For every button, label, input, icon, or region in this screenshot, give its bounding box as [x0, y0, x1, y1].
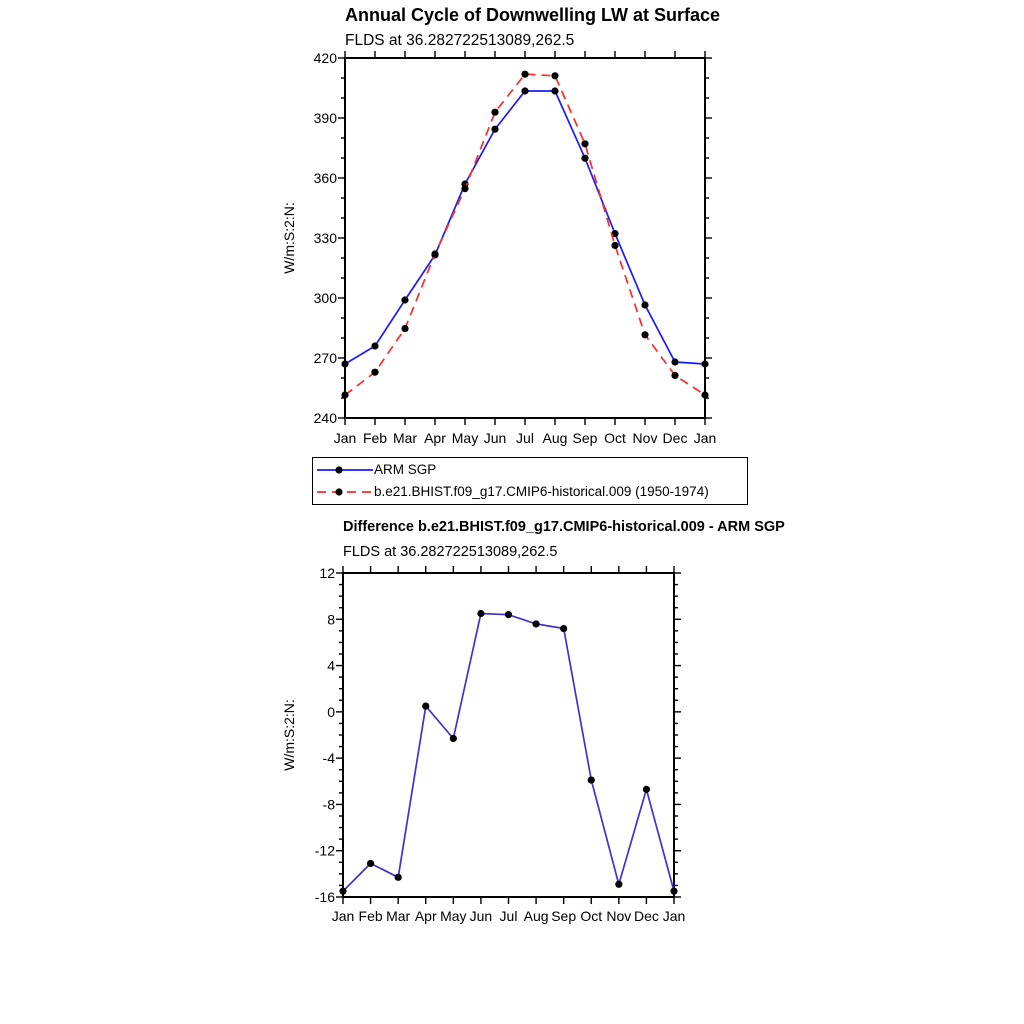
svg-text:Jan: Jan [693, 430, 717, 446]
axis-labels [314, 50, 717, 446]
top-chart-title: Annual Cycle of Downwelling LW at Surface [345, 5, 721, 25]
legend-box [312, 457, 748, 505]
svg-text:Jul: Jul [499, 908, 518, 924]
legend-label-arm-sgp: ARM SGP [374, 462, 437, 478]
svg-text:Aug: Aug [523, 908, 549, 924]
series-line [343, 614, 674, 892]
svg-text:12: 12 [319, 565, 335, 581]
svg-text:Sep: Sep [551, 908, 577, 924]
svg-text:Jul: Jul [516, 430, 534, 446]
svg-text:360: 360 [313, 170, 337, 186]
y-axis-label: W/m:S:2:N: [281, 202, 297, 274]
svg-text:Jun: Jun [483, 430, 507, 446]
bottom-chart-subtitle: FLDS at 36.282722513089,262.5 [343, 544, 558, 560]
bottom-chart-title: Difference b.e21.BHIST.f09_g17.CMIP6-historical.009 - ARM SGP [343, 519, 785, 535]
svg-text:Sep: Sep [572, 430, 598, 446]
svg-text:Dec: Dec [633, 908, 659, 924]
svg-text:Apr: Apr [424, 430, 446, 446]
svg-text:-12: -12 [314, 842, 335, 859]
svg-text:Nov: Nov [606, 908, 632, 924]
svg-text:Apr: Apr [414, 908, 437, 924]
svg-text:-8: -8 [322, 796, 335, 813]
plot-frame [343, 573, 674, 897]
svg-text:8: 8 [327, 611, 335, 628]
svg-text:Jan: Jan [333, 430, 357, 446]
svg-text:Mar: Mar [392, 430, 418, 446]
y-axis-label: W/m:S:2:N: [281, 699, 297, 771]
svg-text:420: 420 [313, 50, 337, 66]
svg-text:May: May [451, 430, 479, 446]
svg-text:Feb: Feb [358, 908, 383, 924]
top-chart-subtitle: FLDS at 36.282722513089,262.5 [345, 32, 575, 49]
svg-text:Mar: Mar [386, 908, 411, 924]
svg-text:Jun: Jun [469, 908, 493, 924]
svg-text:-4: -4 [322, 750, 335, 767]
svg-text:May: May [440, 908, 467, 924]
axis-ticks [338, 51, 712, 425]
svg-text:Jan: Jan [662, 908, 686, 924]
chart-group [281, 565, 685, 924]
series-markers [341, 71, 708, 399]
svg-text:240: 240 [313, 410, 337, 426]
svg-text:Oct: Oct [604, 430, 626, 446]
plot-frame [345, 58, 705, 418]
svg-text:300: 300 [313, 290, 337, 306]
svg-text:Dec: Dec [662, 430, 688, 446]
series-line [345, 74, 705, 395]
svg-text:270: 270 [313, 350, 337, 366]
axis-labels [315, 565, 686, 924]
svg-text:4: 4 [327, 657, 335, 674]
svg-text:Nov: Nov [632, 430, 658, 446]
svg-text:330: 330 [313, 230, 337, 246]
series-markers [339, 610, 677, 895]
series-line [345, 91, 705, 364]
legend-item-model [316, 482, 747, 503]
svg-text:390: 390 [313, 110, 337, 126]
chart-group [281, 50, 716, 446]
red-dashed-line-sample [316, 485, 374, 499]
legend-label-model: b.e21.BHIST.f09_g17.CMIP6-historical.009 (1950-1974) [374, 484, 709, 500]
svg-text:Jan: Jan [331, 908, 355, 924]
series-markers [341, 87, 708, 367]
svg-text:0: 0 [327, 703, 335, 720]
blue-solid-line-sample [316, 463, 374, 477]
svg-text:Oct: Oct [580, 908, 603, 924]
svg-text:-16: -16 [314, 889, 335, 905]
svg-text:Aug: Aug [542, 430, 568, 446]
svg-text:Feb: Feb [362, 430, 388, 446]
legend-item-arm-sgp [316, 459, 747, 480]
